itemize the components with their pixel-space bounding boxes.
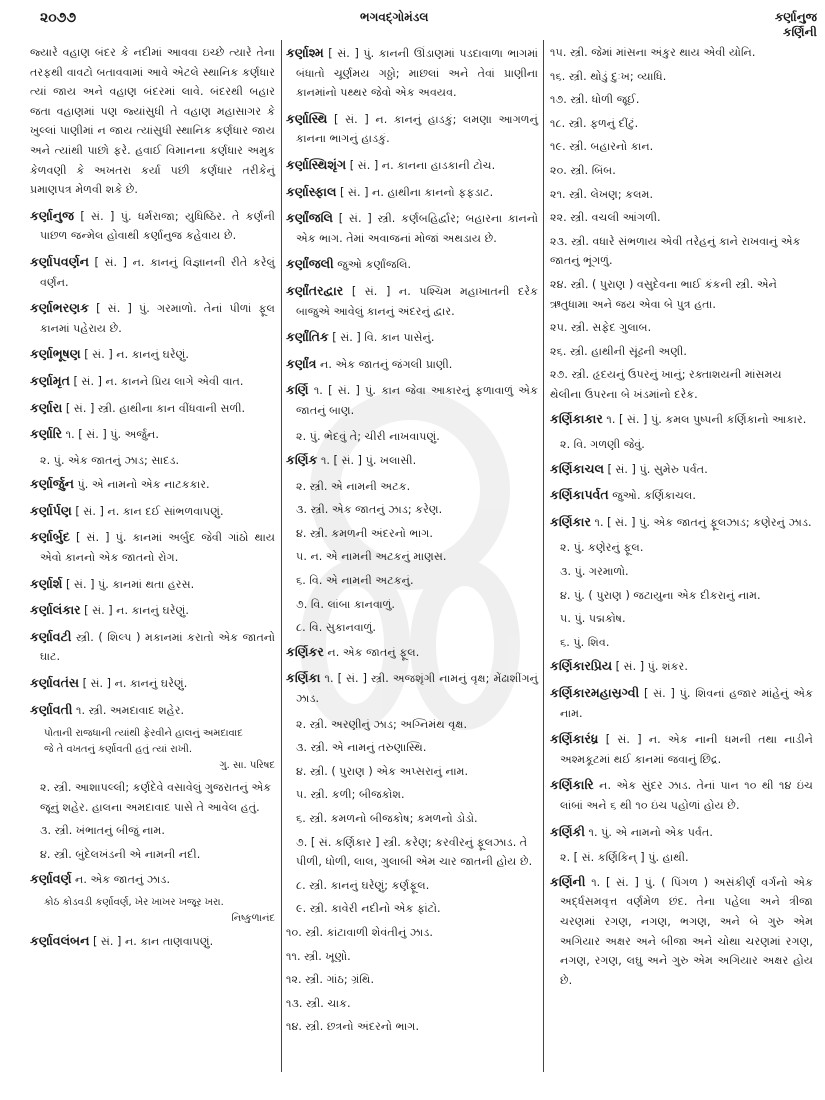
- headword: કર્ણિકર: [286, 643, 324, 659]
- headword: કર્ણિકાકાર: [550, 410, 603, 426]
- sense-item: ૫. સ્ત્રી. કળી; બીજકોશ.: [296, 788, 405, 802]
- headword: કર્ણાસ્થિશૃંગ: [286, 156, 347, 172]
- dictionary-entry: [286, 642, 538, 663]
- sense-item: ૧૨. સ્ત્રી. ગાંઠ; ગ્રંથિ.: [286, 973, 375, 987]
- headword: કર્ણાંજલી: [286, 256, 334, 272]
- headword: કર્ણિકા: [286, 670, 321, 686]
- dictionary-entry: [30, 398, 275, 419]
- definition: [ સં. ] ન. કાન દઈ સાંભળવાપણું.: [75, 504, 224, 518]
- headword: કર્ણિકાચલ: [550, 460, 604, 476]
- sense-item: ૨૩. સ્ત્રી. વધારે સંભળાય એવી તરેહનું કાને રાખવાનું એક જાતનું ભૂંગળું.: [550, 234, 801, 268]
- headword: કર્ણારિ: [30, 426, 63, 442]
- headword: કર્ણિકાર: [550, 513, 591, 529]
- guide-word-first: કર્ણાનુજ: [774, 10, 817, 24]
- definition: ન. એક જાતનું ઝાડ.: [75, 872, 170, 886]
- sense-item: ૪. સ્ત્રી. બુંદેલખંડની એ નામની નદી.: [40, 848, 201, 861]
- sense-item: ૨. પું. એક જાતનું ઝાડ; સાદડ.: [40, 453, 180, 467]
- sense-item: ૧૭. સ્ત્રી. ધોળી જૂઈ.: [550, 93, 640, 107]
- dictionary-entry: [30, 574, 275, 595]
- dictionary-entry: [286, 155, 538, 176]
- dictionary-entry: [286, 109, 538, 149]
- sense-item: ૪. સ્ત્રી. ( પુરાણ ) એક અપ્સરાનું નામ.: [296, 764, 469, 778]
- dictionary-entry: [30, 298, 275, 338]
- sense-item: ૨. સ્ત્રી. અરણીનું ઝાડ; અગ્નિમંથ વૃક્ષ.: [296, 717, 468, 731]
- headword: કર્ણાંતિક: [286, 329, 329, 345]
- headword: કર્ણાલંકાર: [30, 602, 81, 618]
- sense-item: ૨૦. સ્ત્રી. બિંબ.: [550, 163, 616, 177]
- dictionary-entry: [30, 600, 275, 621]
- dictionary-entry: [30, 501, 275, 522]
- column-divider-left: [281, 40, 282, 1072]
- sense-item: ૮. વિ. સુકાનવાળું.: [296, 621, 376, 635]
- definition: [ સં. ] પું. કાનની ઊંડાણમાં પડદાવાળા ભાગમાં બંધાતો ચૂર્ણમય ગઠ્ઠો; માછલાં અને તેવાં પ્રાણીના કાનમાંનો પથ્થર જેવો એક અવયવ.: [296, 47, 538, 100]
- dictionary-entry: [30, 344, 275, 365]
- headword: કર્ણાવતંસ: [30, 675, 79, 691]
- sense-item: ૪. સ્ત્રી. કમળની અંદરનો ભાગ.: [296, 526, 433, 540]
- dictionary-entry: [286, 668, 538, 708]
- dictionary-entry: [550, 822, 813, 843]
- headword: કર્ણાંજલિ: [286, 210, 333, 226]
- dictionary-entry: [30, 700, 275, 721]
- dictionary-entry: [286, 380, 538, 420]
- definition: [ સં. ] વિ. કાન પાસેનું.: [332, 331, 435, 345]
- definition: [ સં. ] ન. કાનનું ઘરેણું.: [84, 348, 189, 362]
- dictionary-entry: [550, 775, 813, 815]
- sense-item: ૨. સ્ત્રી. એ નામની અટક.: [296, 479, 411, 493]
- sense-item: ૫. ન. એ નામની અટકનું માણસ.: [296, 550, 447, 564]
- dictionary-entry: [550, 683, 813, 723]
- sense-item: ૩. સ્ત્રી. ખંભાતનું બીજું નામ.: [40, 824, 165, 838]
- sense-item: ૭. વિ. લાંબા કાનવાળું.: [296, 597, 395, 611]
- definition: [ સં. ] પું. કાનમાં અર્બુદ જેવી ગાંઠો થાય એવો કાનનો એક જાતનો રોગ.: [40, 531, 275, 565]
- quotation-line: કોઠ કોડવડી કર્ણાવર્ણ, ખેર ખાખર ખજૂર ખરા.: [44, 897, 224, 909]
- dictionary-entry: [550, 729, 813, 769]
- headword: કર્ણાનુજ: [30, 207, 74, 223]
- quotation-attribution: ગુ. સા. પરિષદ: [219, 760, 275, 772]
- column-divider-right: [543, 40, 544, 1072]
- definition: ન. એક સુંદર ઝાડ. તેનાં પાન ૧૦ થી ૧૪ ઇંચ લાંબાં અને ૬ થી ૧૦ ઇંચ પહોળાં હોય છે.: [560, 779, 813, 812]
- sense-item: ૨. પું. ભેદવું તે; ચીરી નાખવાપણું.: [296, 429, 440, 443]
- sense-item: ૭. [ સં. કર્ણિકાર ] સ્ત્રી. કરેણ; કરવીરનું ફૂલઝાડ. તે પીળી, ધોળી, લાલ, ગુલાબી એમ ચાર જાતની હોય છે.: [296, 835, 533, 869]
- definition: ૧. [ સં. ] પું. કાન જેવા આકારનું ફળાવાળું એક જાતનું બાણ.: [296, 384, 539, 417]
- definition: [ સં. ] સ્ત્રી. હાથીના કાન વીંધવાની સળી.: [65, 401, 246, 415]
- definition: ૧. [ સં. ] સ્ત્રી. અજશૃંગી નામનું વૃક્ષ; મેંઢાશીંગનું ઝાડ.: [296, 672, 539, 706]
- dictionary-entry: [286, 254, 538, 275]
- headword: કર્ણિકાપર્વત: [550, 487, 609, 503]
- sense-item: ૬. વિ. એ નામની અટકનું.: [296, 574, 414, 588]
- definition: [ સં. ] ન. કાનના હાડકાની ટોચ.: [349, 158, 496, 172]
- definition: [ સં. ] પું. શંકર.: [615, 660, 688, 674]
- headword: કર્ણાસ્થિ: [286, 110, 328, 126]
- definition: [ સં. ] પું. શિવનાં હજાર માંહેનું એક નામ.: [560, 687, 814, 720]
- headword: કર્ણિકારંધ્ર: [550, 731, 599, 747]
- sense-item: ૨૫. સ્ત્રી. સફેદ ગુલાબ.: [550, 321, 652, 335]
- definition: જુઓ. કર્ણિકાચલ.: [612, 489, 696, 503]
- headword: કર્ણાર્જુન: [30, 476, 74, 492]
- headword: કર્ણિકારિ: [550, 777, 594, 793]
- quotation-attribution: નિષ્કુળાનંદ: [231, 913, 275, 925]
- definition: ન. એક જાતનું જંગલી પ્રાણી.: [320, 357, 453, 371]
- sense-item: ૧૩. સ્ત્રી. ચાક.: [286, 996, 351, 1010]
- guide-words: [775, 10, 817, 40]
- dictionary-entry: [286, 354, 538, 375]
- page-number: ૨૦૭૭: [40, 10, 77, 26]
- sense-item: ૧૫. સ્ત્રી. જેમાં માંસના અંકુર થાય એવી યોનિ.: [550, 46, 756, 59]
- sense-item: ૨૧. સ્ત્રી. લેખણ; કલમ.: [550, 187, 654, 201]
- sense-item: ૧૦. સ્ત્રી. કાંટાવાળી શેવંતીનું ઝાડ.: [286, 925, 433, 939]
- definition: જુઓ કર્ણાંજલિ.: [337, 258, 412, 272]
- dictionary-entry: [30, 206, 275, 246]
- sense-item: ૨. સ્ત્રી. આશાપલ્લી; કર્ણદેવે વસાવેલું ગુજરાતનું એક જૂનું શહેર. હાલના અમદાવાદ પાસે તે આવેલ હતું.: [40, 781, 272, 814]
- sense-item: ૨૬. સ્ત્રી. હાથીની સૂંઢની અણી.: [550, 344, 687, 358]
- dictionary-entry: [30, 252, 275, 292]
- sense-item: ૪. પું. ( પુરાણ ) જટાયુના એક દીકરાનું નામ.: [560, 588, 761, 602]
- dictionary-entry: [550, 512, 813, 533]
- headword: કર્ણાવતી: [30, 701, 73, 717]
- sense-item: ૮. સ્ત્રી. કાનનું ઘરેણું; કર્ણફૂલ.: [296, 878, 430, 892]
- headword: કર્ણામૃત: [30, 372, 70, 388]
- dictionary-entry: [30, 931, 275, 952]
- definition: ૧. [ સં. ] પું. ખલાસી.: [320, 454, 417, 468]
- dictionary-entry: [30, 371, 275, 392]
- definition: [ સં. ] પું. કાનમાં થતા હરસ.: [66, 577, 195, 591]
- definition: [ સં. ] ન. કાનને પ્રિય લાગે એવી વાત.: [73, 374, 244, 388]
- definition: ૧. [ સં. ] પું. ( પિંગળ ) અસંકીર્ણ વર્ગનો એક અર્દ્ધસમવૃત્ત વર્ણમેળ છંદ. તેના પહેલા અને ત્રીજા ચરણમાં રગણ, નગણ, ભગણ, અને બે ગુરુ એમ અગિયાર અક્ષર અને બીજા અને ચોથા ચરણમાં રગણ, નગણ, રગણ, લઘુ અને ગુરુ એમ અગિયાર અક્ષર હોય છે.: [560, 875, 813, 987]
- dictionary-entry: [550, 485, 813, 506]
- sense-item: ૩. પું. ગરમાળો.: [560, 565, 629, 579]
- headword: કર્ણાવટી: [30, 628, 72, 644]
- dictionary-entry: [286, 182, 538, 203]
- sense-item: ૧૯. સ્ત્રી. બહારનો કાન.: [550, 140, 654, 154]
- dictionary-entry: [30, 869, 275, 890]
- definition: સ્ત્રી. ( શિલ્પ ) મકાનમાં કરાતો એક જાતનો ઘાટ.: [40, 630, 275, 664]
- sense-item: ૨૪. સ્ત્રી. ( પુરાણ ) વસુદેવના ભાઈ કંકની સ્ત્રી. એને ઋતુધામા અને જય એવા બે પુત્ર હતા.: [550, 277, 778, 311]
- sense-item: ૬. પું. શિવ.: [560, 635, 610, 649]
- column-middle: [286, 43, 538, 1041]
- quotation-line: પોતાની રાજધાની ત્યાંથી ફેરવીને હાલનું અમદાવાદ: [44, 728, 243, 740]
- definition: [ સં. ] ન. એક નાની ધમની તથા નાડીને અશ્મકૂટમાં થઈ કાનમાં જવાનું છિદ્ર.: [560, 733, 814, 766]
- definition: ૧. પું. એ નામનો એક પર્વત.: [588, 825, 713, 839]
- dictionary-entry: [286, 208, 538, 248]
- definition: [ સં. ] ન. પશ્ચિમ મહાખાતની દરેક બાજુએ આવેલું કાનનું અંદરનું દ્વાર.: [296, 284, 538, 318]
- headword: કર્ણિની: [550, 873, 586, 889]
- quotation-line: જે તે વખતનું કર્ણાવતી હતું ત્યાં રાખી.: [44, 744, 193, 756]
- column-right: [550, 43, 813, 996]
- definition: [ સં. ] ન. કાનનું ઘરેણું.: [84, 604, 189, 618]
- definition: [ સં. ] ન. હાથીના કાનનો ફફડાટ.: [339, 185, 494, 199]
- dictionary-entry: [550, 409, 813, 430]
- dictionary-entry: [30, 424, 275, 445]
- continuation-text: જ્યારે વહાણ બંદર કે નદીમાં આવવા ઇચ્છે ત્યારે તેના તરફથી વાવટો બતાવવામાં આવે એટલે સ્થાનિક કર્ણધાર ત્યાં જાય અને વહાણ બંદરમાં લાવે. બંદરથી બહાર જતા વહાણમાં પણ જ્યાંસુધી તે વહાણ મહાસાગર કે ખુલ્લાં પાણીમાં ન જાય ત્યાંસુધી સ્થાનિક કર્ણધાર જાય અને ત્યાંથી પાછો ફરે. હવાઈ વિમાનના કર્ણધાર અમુક કેળવણી કે અખતરા કર્યા પછી કર્ણધાર તરીકેનું પ્રમાણપત્ર મેળવી શકે છે.: [30, 46, 275, 197]
- headword: કર્ણાભૂષણ: [30, 346, 81, 362]
- dictionary-entry: [286, 327, 538, 348]
- dictionary-entry: [286, 450, 538, 471]
- definition: ન. એક જાતનું ફૂલ.: [327, 645, 420, 659]
- sense-item: ૫. પું. પદ્મકોષ.: [560, 612, 626, 626]
- sense-item: ૩. સ્ત્રી. એક જાતનું ઝાડ; કરેણ.: [296, 503, 443, 517]
- sense-item: ૨. પું. કણેરનું ફૂલ.: [560, 541, 644, 555]
- page-header: [0, 0, 825, 40]
- guide-word-last: કર્ણિની: [782, 25, 817, 39]
- definition: [ સં. ] સ્ત્રી. કર્ણબહિર્દ્વાર; બહારના કાનનો એક ભાગ. તેમાં અવાજનાં મોજાં અથડાય છે.: [296, 212, 538, 245]
- sense-item: ૨૨. સ્ત્રી. વચલી આંગળી.: [550, 211, 661, 225]
- headword: કર્ણાવર્ણ: [30, 870, 72, 886]
- sense-item: ૨. [ સં. કર્ણિકિન્ ] પું. હાથી.: [560, 851, 689, 865]
- dictionary-entry: [550, 872, 813, 991]
- headword: કર્ણાસ્ફાલ: [286, 183, 337, 199]
- dictionary-entry: [286, 281, 538, 321]
- column-left: [30, 43, 275, 958]
- definition: ૧. [ સં. ] પું. કમલ પુષ્પની કર્ણિકાનો આકાર.: [606, 412, 807, 426]
- definition: ૧. [ સં. ] પું. એક જાતનું ફૂલઝાડ; કણેરનું ઝાડ.: [594, 515, 812, 529]
- dictionary-entry: [30, 474, 275, 495]
- sense-item: ૯. સ્ત્રી. કાવેરી નદીનો એક ફાંટો.: [296, 902, 441, 916]
- headword: કર્ણાંત્ર: [286, 355, 317, 371]
- definition: ૧. [ સં. ] પું. અર્જુન.: [65, 428, 159, 442]
- sense-item: ૬. સ્ત્રી. કમળનો બીજકોષ; કમળનો ડોડો.: [296, 812, 478, 825]
- headword: કર્ણિકી: [550, 823, 585, 839]
- definition: [ સં. ] પું. ગરમાળો. તેનાં પીળાં ફૂલ કાનમાં પહેરાય છે.: [40, 302, 276, 335]
- definition: [ સં. ] ન. કાનનું ઘરેણું.: [82, 677, 188, 691]
- sense-item: ૨. વિ. ગળણી જેવું.: [560, 438, 645, 452]
- headword: કર્ણિકારમહાસ્રગ્વી: [550, 685, 640, 701]
- definition: [ સં. ] ન. કાન તાણવાપણું.: [92, 935, 214, 949]
- dictionary-entry: [550, 656, 813, 677]
- sense-item: ૧૧. સ્ત્રી. ખૂણો.: [286, 949, 351, 963]
- headword: કર્ણાંતરદ્વાર: [286, 282, 344, 298]
- definition: [ સં. ] પું. ધર્મરાજા; યુધિષ્ઠિર. તે કર્ણની પાછળ જન્મેલ હોવાથી કર્ણાનુજ કહેવાય છે.: [40, 209, 275, 243]
- headword: કર્ણારા: [30, 399, 63, 415]
- definition: [ સં. ] પું. સુમેરુ પર્વત.: [607, 462, 708, 476]
- dictionary-entry: [286, 43, 538, 103]
- dictionary-entry: [30, 527, 275, 567]
- headword: કર્ણિક: [286, 452, 318, 468]
- headword: કર્ણિ: [286, 382, 309, 398]
- sense-item: ૩. સ્ત્રી. એ નામનું તરુણાસ્થિ.: [296, 741, 427, 755]
- sense-item: ૧૬. સ્ત્રી. થોડું દુઃખ; વ્યાધિ.: [550, 69, 667, 83]
- headword: કર્ણાર્પણ: [30, 502, 72, 518]
- definition: [ સં. ] ન. કાનનું હાડકું; લમણા આગળનું કાનના ભાગનું હાડકું.: [296, 112, 538, 146]
- headword: કર્ણાશ્મ: [286, 45, 324, 60]
- dictionary-entry: [30, 673, 275, 694]
- headword: કર્ણાર્બુદ: [30, 529, 70, 545]
- dictionary-entry: [550, 459, 813, 480]
- sense-item: ૧૮. સ્ત્રી. ફળનું દીંટું.: [550, 116, 639, 130]
- definition: પું. એ નામનો એક નાટકકાર.: [77, 478, 210, 492]
- definition: [ સં. ] ન. કાનનું વિજ્ઞાનની રીતે કરેલું વર્ણન.: [40, 255, 276, 289]
- dictionary-entry: [30, 627, 275, 667]
- headword: કર્ણિકારપ્રિય: [550, 658, 613, 674]
- headword: કર્ણાભરણક: [30, 300, 89, 316]
- definition: ૧. સ્ત્રી. અમદાવાદ શહેર.: [76, 703, 185, 717]
- sense-item: ૨૭. સ્ત્રી. હૃદયનું ઉપરનું ખાનું; રક્તાશયની માંસમય થેલીના ઉપરના બે ખંડમાંનો દરેક.: [550, 368, 782, 401]
- headword: કર્ણાર્શ: [30, 575, 63, 591]
- sense-item: ૧૪. સ્ત્રી. છત્રનો અંદરનો ભાગ.: [286, 1020, 420, 1034]
- running-title: ભગવદ્ગોમંડલ: [360, 10, 429, 24]
- headword: કર્ણાપવર્ણન: [30, 253, 89, 269]
- headword: કર્ણાવલંબન: [30, 933, 90, 949]
